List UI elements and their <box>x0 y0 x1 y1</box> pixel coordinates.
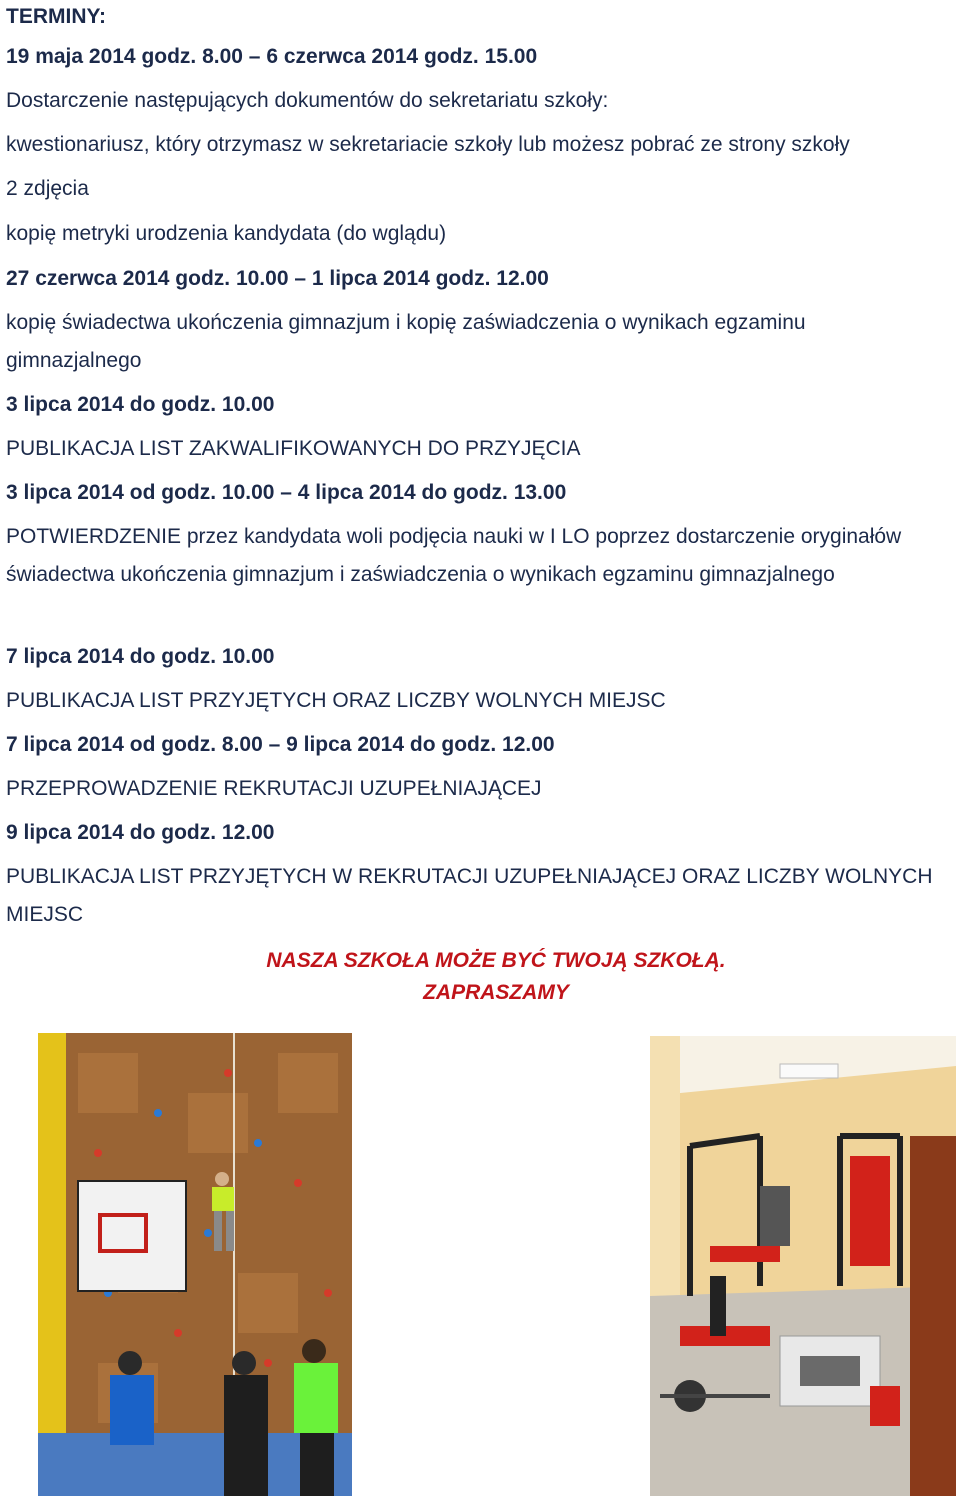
photo-climbing-wall <box>38 1033 352 1496</box>
date-2: 27 czerwca 2014 godz. 10.00 – 1 lipca 2014 godz. 12.00 <box>6 267 549 290</box>
text-7: PUBLIKACJA LIST PRZYJĘTYCH W REKRUTACJI UZUPEŁNIAJĄCEJ ORAZ LICZBY WOLNYCH MIEJSC <box>6 865 933 926</box>
text-1b: kwestionariusz, który otrzymasz w sekretariacie szkoły lub możesz pobrać ze strony szkoły <box>6 133 850 156</box>
date-3: 3 lipca 2014 do godz. 10.00 <box>6 393 275 416</box>
text-4: POTWIERDZENIE przez kandydata woli podjęcia nauki w I LO poprzez dostarczenie oryginałów świadectwa ukończenia gimnazjum i zaświadczenia o wynikach egzaminu gimnazjalnego <box>6 525 902 586</box>
slogan-line-2: ZAPRASZAMY <box>423 981 569 1004</box>
slogan-line-1: NASZA SZKOŁA MOŻE BYĆ TWOJĄ SZKOŁĄ. <box>266 949 726 972</box>
text-6: PRZEPROWADZENIE REKRUTACJI UZUPEŁNIAJĄCEJ <box>6 777 542 800</box>
date-4: 3 lipca 2014 od godz. 10.00 – 4 lipca 2014 do godz. 13.00 <box>6 481 567 504</box>
text-3: PUBLIKACJA LIST ZAKWALIFIKOWANYCH DO PRZYJĘCIA <box>6 437 581 460</box>
text-1a: Dostarczenie następujących dokumentów do sekretariatu szkoły: <box>6 89 609 112</box>
date-5: 7 lipca 2014 do godz. 10.00 <box>6 645 275 668</box>
photo-gym <box>650 1036 956 1496</box>
text-2: kopię świadectwa ukończenia gimnazjum i kopię zaświadczenia o wynikach egzaminu gimnazjalnego <box>6 311 806 372</box>
date-6: 7 lipca 2014 od godz. 8.00 – 9 lipca 2014 do godz. 12.00 <box>6 733 555 756</box>
text-1d: kopię metryki urodzenia kandydata (do wglądu) <box>6 222 447 245</box>
text-5: PUBLIKACJA LIST PRZYJĘTYCH ORAZ LICZBY WOLNYCH MIEJSC <box>6 689 666 712</box>
text-1c: 2 zdjęcia <box>6 177 89 200</box>
heading: TERMINY: <box>6 5 106 28</box>
date-7: 9 lipca 2014 do godz. 12.00 <box>6 821 275 844</box>
date-1: 19 maja 2014 godz. 8.00 – 6 czerwca 2014 godz. 15.00 <box>6 45 538 68</box>
